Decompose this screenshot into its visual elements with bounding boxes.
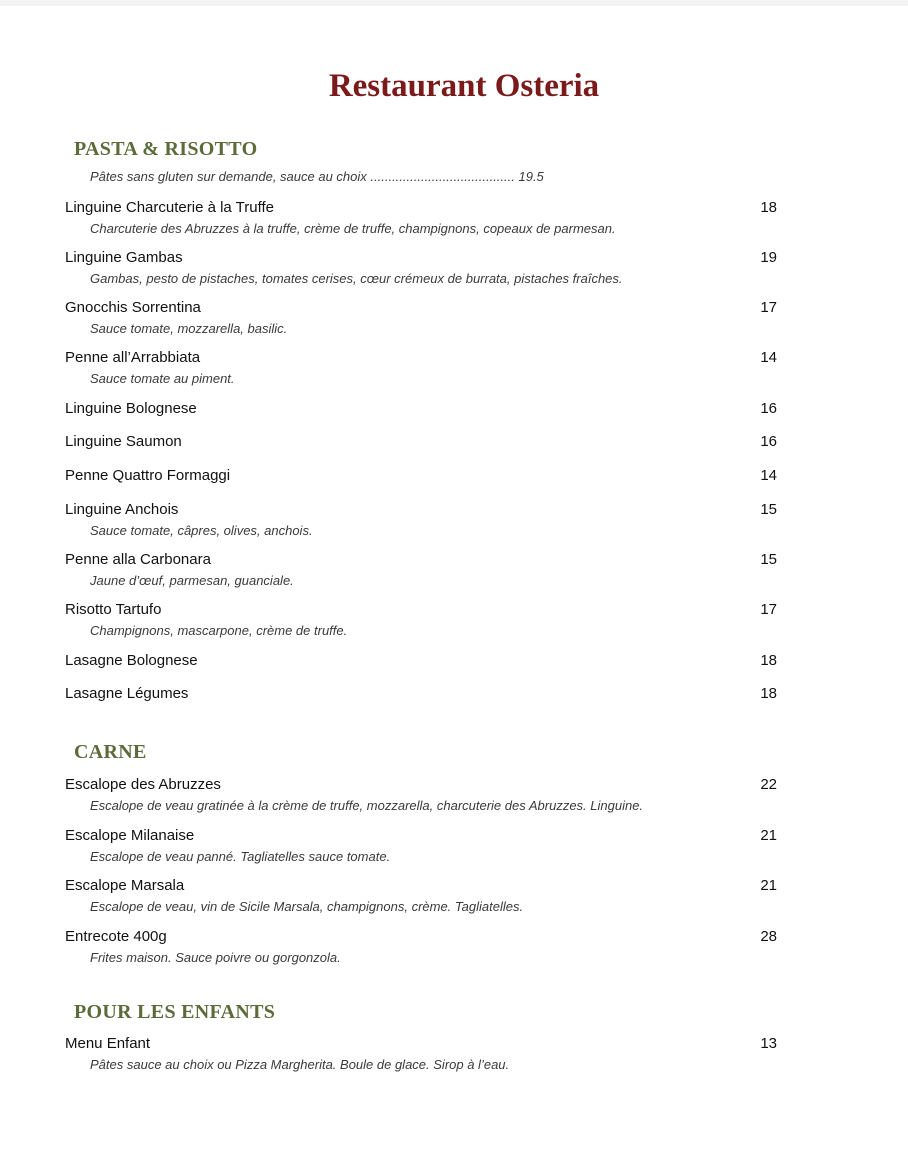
item-name: Escalope des Abruzzes: [65, 776, 221, 793]
item-name: Entrecote 400g: [65, 928, 167, 945]
item-name: Linguine Charcuterie à la Truffe: [65, 199, 275, 216]
item-description: Pâtes sauce au choix ou Pizza Margherita. Boule de glace. Sirop à l’eau.: [90, 1057, 510, 1072]
item-description: Champignons, mascarpone, crème de truffe.: [90, 623, 348, 638]
item-description: Sauce tomate, mozzarella, basilic.: [90, 321, 288, 336]
item-price: 28: [760, 928, 777, 945]
item-description: Sauce tomate au piment.: [90, 371, 235, 386]
item-description: Escalope de veau gratinée à la crème de truffe, mozzarella, charcuterie des Abruzzes. Linguine.: [90, 798, 644, 813]
section-title-carne: CARNE: [74, 741, 147, 763]
item-price: 16: [760, 400, 777, 417]
item-name: Linguine Gambas: [65, 249, 183, 266]
item-description: Jaune d’œuf, parmesan, guanciale.: [90, 573, 294, 588]
item-price: 16: [760, 433, 777, 450]
item-name: Menu Enfant: [65, 1035, 151, 1052]
item-price: 18: [760, 652, 777, 669]
item-name: Lasagne Légumes: [65, 685, 189, 702]
item-name: Escalope Milanaise: [65, 827, 195, 844]
item-price: 14: [760, 349, 777, 366]
item-price: 14: [760, 467, 777, 484]
item-name: Linguine Anchois: [65, 501, 179, 518]
item-price: 18: [760, 199, 777, 216]
item-price: 17: [760, 299, 777, 316]
item-name: Penne all’Arrabbiata: [65, 349, 201, 366]
item-name: Risotto Tartufo: [65, 601, 162, 618]
menu-page: [0, 6, 908, 1154]
item-name: Linguine Saumon: [65, 433, 182, 450]
item-price: 21: [760, 827, 777, 844]
section-title-pasta: PASTA & RISOTTO: [74, 138, 258, 160]
item-price: 22: [760, 776, 777, 793]
item-price: 15: [760, 501, 777, 518]
item-description: Frites maison. Sauce poivre ou gorgonzola.: [90, 950, 341, 965]
item-description: Sauce tomate, câpres, olives, anchois.: [90, 523, 313, 538]
item-price: 21: [760, 877, 777, 894]
item-price: 17: [760, 601, 777, 618]
item-name: Lasagne Bolognese: [65, 652, 198, 669]
item-name: Penne alla Carbonara: [65, 551, 211, 568]
item-description: Escalope de veau panné. Tagliatelles sauce tomate.: [90, 849, 391, 864]
section-title-enfants: POUR LES ENFANTS: [74, 1001, 276, 1023]
item-name: Gnocchis Sorrentina: [65, 299, 201, 316]
item-name: Escalope Marsala: [65, 877, 185, 894]
item-description: Charcuterie des Abruzzes à la truffe, crème de truffe, champignons, copeaux de parmesan.: [90, 221, 616, 236]
item-price: 13: [760, 1035, 777, 1052]
gluten-free-note: Pâtes sans gluten sur demande, sauce au choix ........................................ 19.5: [90, 169, 544, 184]
restaurant-title: Restaurant Osteria: [328, 68, 600, 104]
item-description: Escalope de veau, vin de Sicile Marsala, champignons, crème. Tagliatelles.: [90, 899, 524, 914]
item-price: 18: [760, 685, 777, 702]
item-price: 19: [760, 249, 777, 266]
item-name: Penne Quattro Formaggi: [65, 467, 231, 484]
item-name: Linguine Bolognese: [65, 400, 197, 417]
item-description: Gambas, pesto de pistaches, tomates cerises, cœur crémeux de burrata, pistaches fraîches.: [90, 271, 623, 286]
item-price: 15: [760, 551, 777, 568]
